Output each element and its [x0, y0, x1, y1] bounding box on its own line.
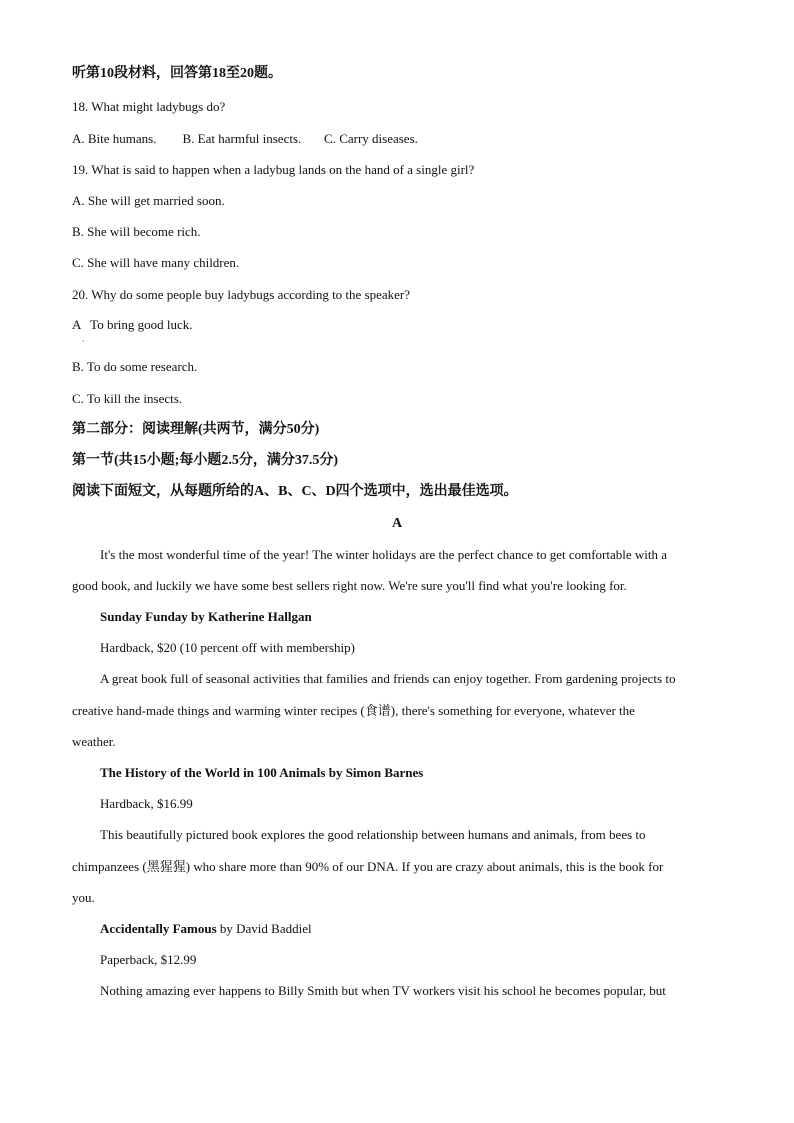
intro-line-1: It's the most wonderful time of the year! The winter holidays are the perfect chance to get comfortable with a [100, 547, 668, 562]
listening-section-header: 听第10段材料，回答第18至20题。 [72, 66, 282, 81]
question-20-option-b: B. To do some research. [72, 359, 198, 374]
stray-dot-mark: · [82, 337, 85, 346]
book-2-title: The History of the World in 100 Animals by Simon Barnes [100, 765, 424, 780]
question-20: 20. Why do some people buy ladybugs according to the speaker? [72, 287, 411, 302]
question-19-option-a: A. She will get married soon. [72, 193, 225, 208]
book-1-desc-line-2: creative hand-made things and warming winter recipes (食谱), there's something for everyone, whatever the [72, 703, 635, 718]
question-18-options: A. Bite humans. B. Eat harmful insects. C. Carry diseases. [72, 131, 418, 146]
book-1-price: Hardback, $20 (10 percent off with membership) [100, 640, 355, 655]
book-3-heading [100, 921, 312, 937]
book-3-title: Accidentally Famous [100, 921, 217, 936]
book-1-desc-line-1: A great book full of seasonal activities that families and friends can enjoy together. From gardening projects to [100, 671, 676, 686]
book-1-title: Sunday Funday by Katherine Hallgan [100, 609, 312, 624]
question-20-option-a: A To bring good luck. [72, 317, 193, 332]
question-19: 19. What is said to happen when a ladybug lands on the hand of a single girl? [72, 162, 475, 177]
book-2-price: Hardback, $16.99 [100, 796, 193, 811]
book-1-desc-line-3: weather. [72, 734, 116, 749]
question-19-option-c: C. She will have many children. [72, 255, 240, 270]
passage-label: A [391, 516, 403, 531]
book-3-price: Paperback, $12.99 [100, 952, 197, 967]
intro-line-2: good book, and luckily we have some best sellers right now. We're sure you'll find what you're looking for. [72, 578, 627, 593]
book-3-desc-line-1: Nothing amazing ever happens to Billy Smith but when TV workers visit his school he becomes popular, but [100, 983, 666, 998]
question-18: 18. What might ladybugs do? [72, 99, 226, 114]
book-3-author: by David Baddiel [216, 921, 312, 936]
question-19-option-b: B. She will become rich. [72, 224, 201, 239]
reading-instruction: 阅读下面短文，从每题所给的A、B、C、D四个选项中，选出最佳选项。 [72, 484, 518, 499]
book-2-desc-line-3: you. [72, 890, 95, 905]
book-2-desc-line-2: chimpanzees (黑猩猩) who share more than 90% of our DNA. If you are crazy about animals, this is the book for [72, 859, 664, 874]
question-20-option-c: C. To kill the insects. [72, 391, 183, 406]
reading-section-title: 第一节(共15小题;每小题2.5分，满分37.5分) [72, 453, 338, 468]
book-2-desc-line-1: This beautifully pictured book explores the good relationship between humans and animals, from bees to [100, 827, 646, 842]
reading-part-title: 第二部分：阅读理解(共两节，满分50分) [72, 422, 320, 437]
